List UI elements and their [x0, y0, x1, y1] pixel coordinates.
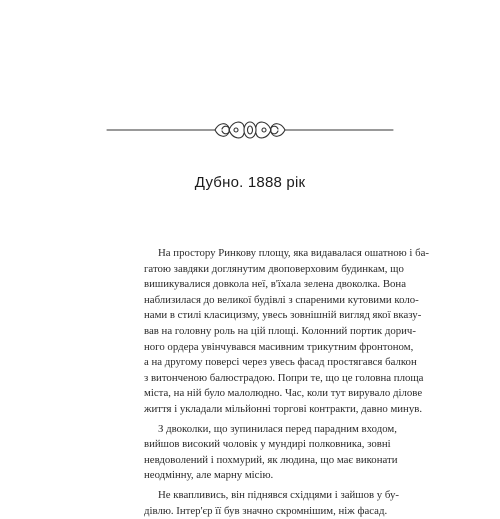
text-line: життя і укладали мільйонні торгові контракти, давно минув. [144, 402, 356, 418]
text-line: нами в стилі класицизму, увесь зовнішній вигляд якої вказу- [144, 308, 356, 324]
chapter-body [144, 246, 356, 519]
text-line: невдоволений і похмурий, як людина, що має виконати [144, 453, 356, 469]
paragraph [144, 246, 356, 418]
paragraph [144, 422, 356, 484]
text-line: неодмінну, але марну місію. [144, 468, 356, 484]
text-line: а на другому поверсі через увесь фасад простягався балкон [144, 355, 356, 371]
paragraph [144, 488, 356, 519]
text-line: наблизилася до великої будівлі з спареними кутовими коло- [144, 293, 356, 309]
text-line: гатою завдяки доглянутим двоповерховим будинкам, що [144, 262, 356, 278]
text-line: дівлю. Інтер'єр її був значно скромнішим, ніж фасад. [144, 504, 356, 519]
text-line: вишикувалися довкола неї, в'їхала зелена двоколка. Вона [144, 277, 356, 293]
text-line: вав на головну роль на цій площі. Колонний портик дорич- [144, 324, 356, 340]
text-line: міста, на ній було малолюдно. Час, коли тут вирувало ділове [144, 386, 356, 402]
text-line: вийшов високий чоловік у мундирі полковника, зовні [144, 437, 356, 453]
flourish-divider-icon [105, 116, 395, 144]
text-line: На простору Ринкову площу, яка видавалася ошатною і ба- [144, 246, 356, 262]
text-line: З двоколки, що зупинилася перед парадним входом, [144, 422, 356, 438]
chapter-title: Дубно. 1888 рік [0, 174, 500, 191]
text-line: ного ордера увінчувався масивним трикутним фронтоном, [144, 340, 356, 356]
text-line: Не квапливись, він піднявся східцями і зайшов у бу- [144, 488, 356, 504]
text-line: з витонченою балюстрадою. Попри те, що це головна площа [144, 371, 356, 387]
